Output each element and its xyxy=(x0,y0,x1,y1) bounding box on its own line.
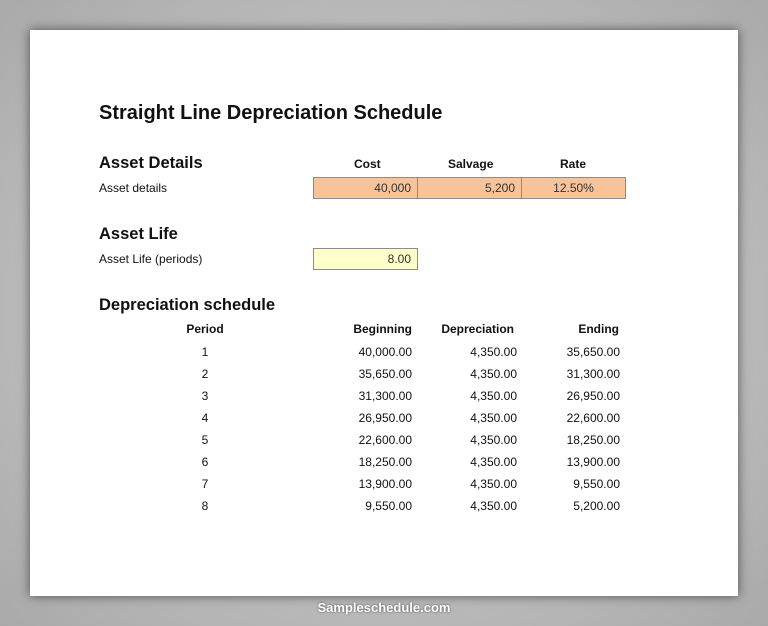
ending-cell: 5,200.00 xyxy=(573,499,620,513)
beginning-cell: 31,300.00 xyxy=(358,389,412,403)
period-cell: 2 xyxy=(201,367,209,381)
rate-column-header: Rate xyxy=(560,157,587,171)
period-cell: 4 xyxy=(201,411,209,425)
ending-cell: 9,550.00 xyxy=(573,477,620,491)
period-cell: 8 xyxy=(201,499,209,513)
beginning-cell: 35,650.00 xyxy=(358,367,412,381)
period-cell: 1 xyxy=(201,345,209,359)
depreciation-cell: 4,350.00 xyxy=(470,389,517,403)
table-row xyxy=(30,389,738,411)
depreciation-cell: 4,350.00 xyxy=(470,411,517,425)
table-row xyxy=(30,367,738,389)
depreciation-cell: 4,350.00 xyxy=(470,433,517,447)
beginning-column-header: Beginning xyxy=(353,322,412,336)
asset-details-label: Asset details xyxy=(99,181,168,195)
period-cell: 6 xyxy=(201,455,209,469)
watermark: Sampleschedule.com xyxy=(317,600,451,615)
cost-column-header: Cost xyxy=(354,157,381,171)
beginning-cell: 40,000.00 xyxy=(358,345,412,359)
table-row xyxy=(30,411,738,433)
period-cell: 3 xyxy=(201,389,209,403)
ending-cell: 26,950.00 xyxy=(566,389,620,403)
table-row xyxy=(30,477,738,499)
asset-life-input[interactable]: 8.00 xyxy=(313,248,418,270)
period-column-header: Period xyxy=(186,322,224,336)
ending-cell: 31,300.00 xyxy=(566,367,620,381)
asset-life-label: Asset Life (periods) xyxy=(99,252,203,266)
beginning-cell: 9,550.00 xyxy=(365,499,412,513)
document-page xyxy=(30,30,738,596)
depreciation-cell: 4,350.00 xyxy=(470,477,517,491)
table-row xyxy=(30,345,738,367)
ending-column-header: Ending xyxy=(578,322,619,336)
page-title: Straight Line Depreciation Schedule xyxy=(99,102,443,124)
ending-cell: 18,250.00 xyxy=(566,433,620,447)
table-row xyxy=(30,455,738,477)
ending-cell: 22,600.00 xyxy=(566,411,620,425)
salvage-input[interactable]: 5,200 xyxy=(417,177,522,199)
schedule-header-row xyxy=(30,322,738,344)
salvage-column-header: Salvage xyxy=(448,157,494,171)
beginning-cell: 26,950.00 xyxy=(358,411,412,425)
ending-cell: 13,900.00 xyxy=(566,455,620,469)
depreciation-column-header: Depreciation xyxy=(441,322,514,336)
asset-life-heading: Asset Life xyxy=(99,225,178,243)
period-cell: 7 xyxy=(201,477,209,491)
beginning-cell: 22,600.00 xyxy=(358,433,412,447)
beginning-cell: 13,900.00 xyxy=(358,477,412,491)
schedule-heading: Depreciation schedule xyxy=(99,296,276,314)
cost-input[interactable]: 40,000 xyxy=(313,177,418,199)
depreciation-cell: 4,350.00 xyxy=(470,345,517,359)
beginning-cell: 18,250.00 xyxy=(358,455,412,469)
period-cell: 5 xyxy=(201,433,209,447)
depreciation-cell: 4,350.00 xyxy=(470,499,517,513)
table-row xyxy=(30,433,738,455)
depreciation-cell: 4,350.00 xyxy=(470,367,517,381)
depreciation-cell: 4,350.00 xyxy=(470,455,517,469)
asset-details-heading: Asset Details xyxy=(99,154,203,172)
rate-input[interactable]: 12.50% xyxy=(521,177,626,199)
table-row xyxy=(30,499,738,521)
ending-cell: 35,650.00 xyxy=(566,345,620,359)
